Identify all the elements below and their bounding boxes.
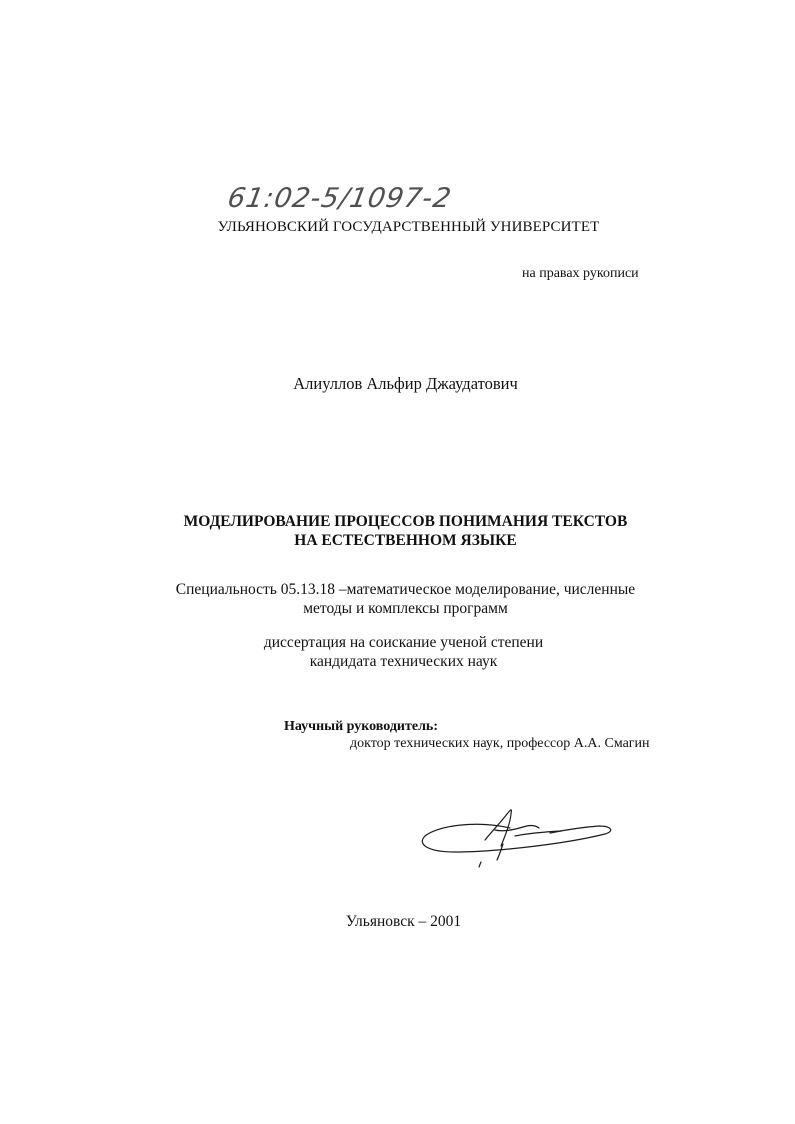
place-and-year: Ульяновск – 2001 bbox=[345, 913, 462, 930]
university-name: УЛЬЯНОВСКИЙ ГОСУДАРСТВЕННЫЙ УНИВЕРСИТЕТ bbox=[217, 219, 600, 235]
advisor-name: доктор технических наук, профессор А.А. Смагин bbox=[350, 736, 650, 751]
thesis-title-line: МОДЕЛИРОВАНИЕ ПРОЦЕССОВ ПОНИМАНИЯ ТЕКСТОВ bbox=[183, 513, 628, 530]
degree-line: диссертация на соискание ученой степени bbox=[263, 634, 544, 651]
specialty bbox=[0, 580, 795, 618]
degree-statement bbox=[0, 633, 795, 671]
rights-note: на правах рукописи bbox=[522, 266, 639, 281]
author-name: Алиуллов Альфир Джаудатович bbox=[293, 374, 518, 393]
specialty-line: методы и комплексы программ bbox=[303, 600, 508, 617]
handwritten-catalog-number: 61:02-5/1097-2 bbox=[225, 183, 455, 214]
handwritten-signature-icon bbox=[415, 800, 625, 870]
thesis-title-line: НА ЕСТЕСТВЕННОМ ЯЗЫКЕ bbox=[294, 532, 517, 549]
advisor-label: Научный руководитель: bbox=[284, 719, 438, 734]
specialty-line: Специальность 05.13.18 –математическое моделирование, численные bbox=[175, 581, 636, 598]
degree-line: кандидата технических наук bbox=[309, 653, 498, 670]
thesis-title bbox=[0, 512, 795, 550]
